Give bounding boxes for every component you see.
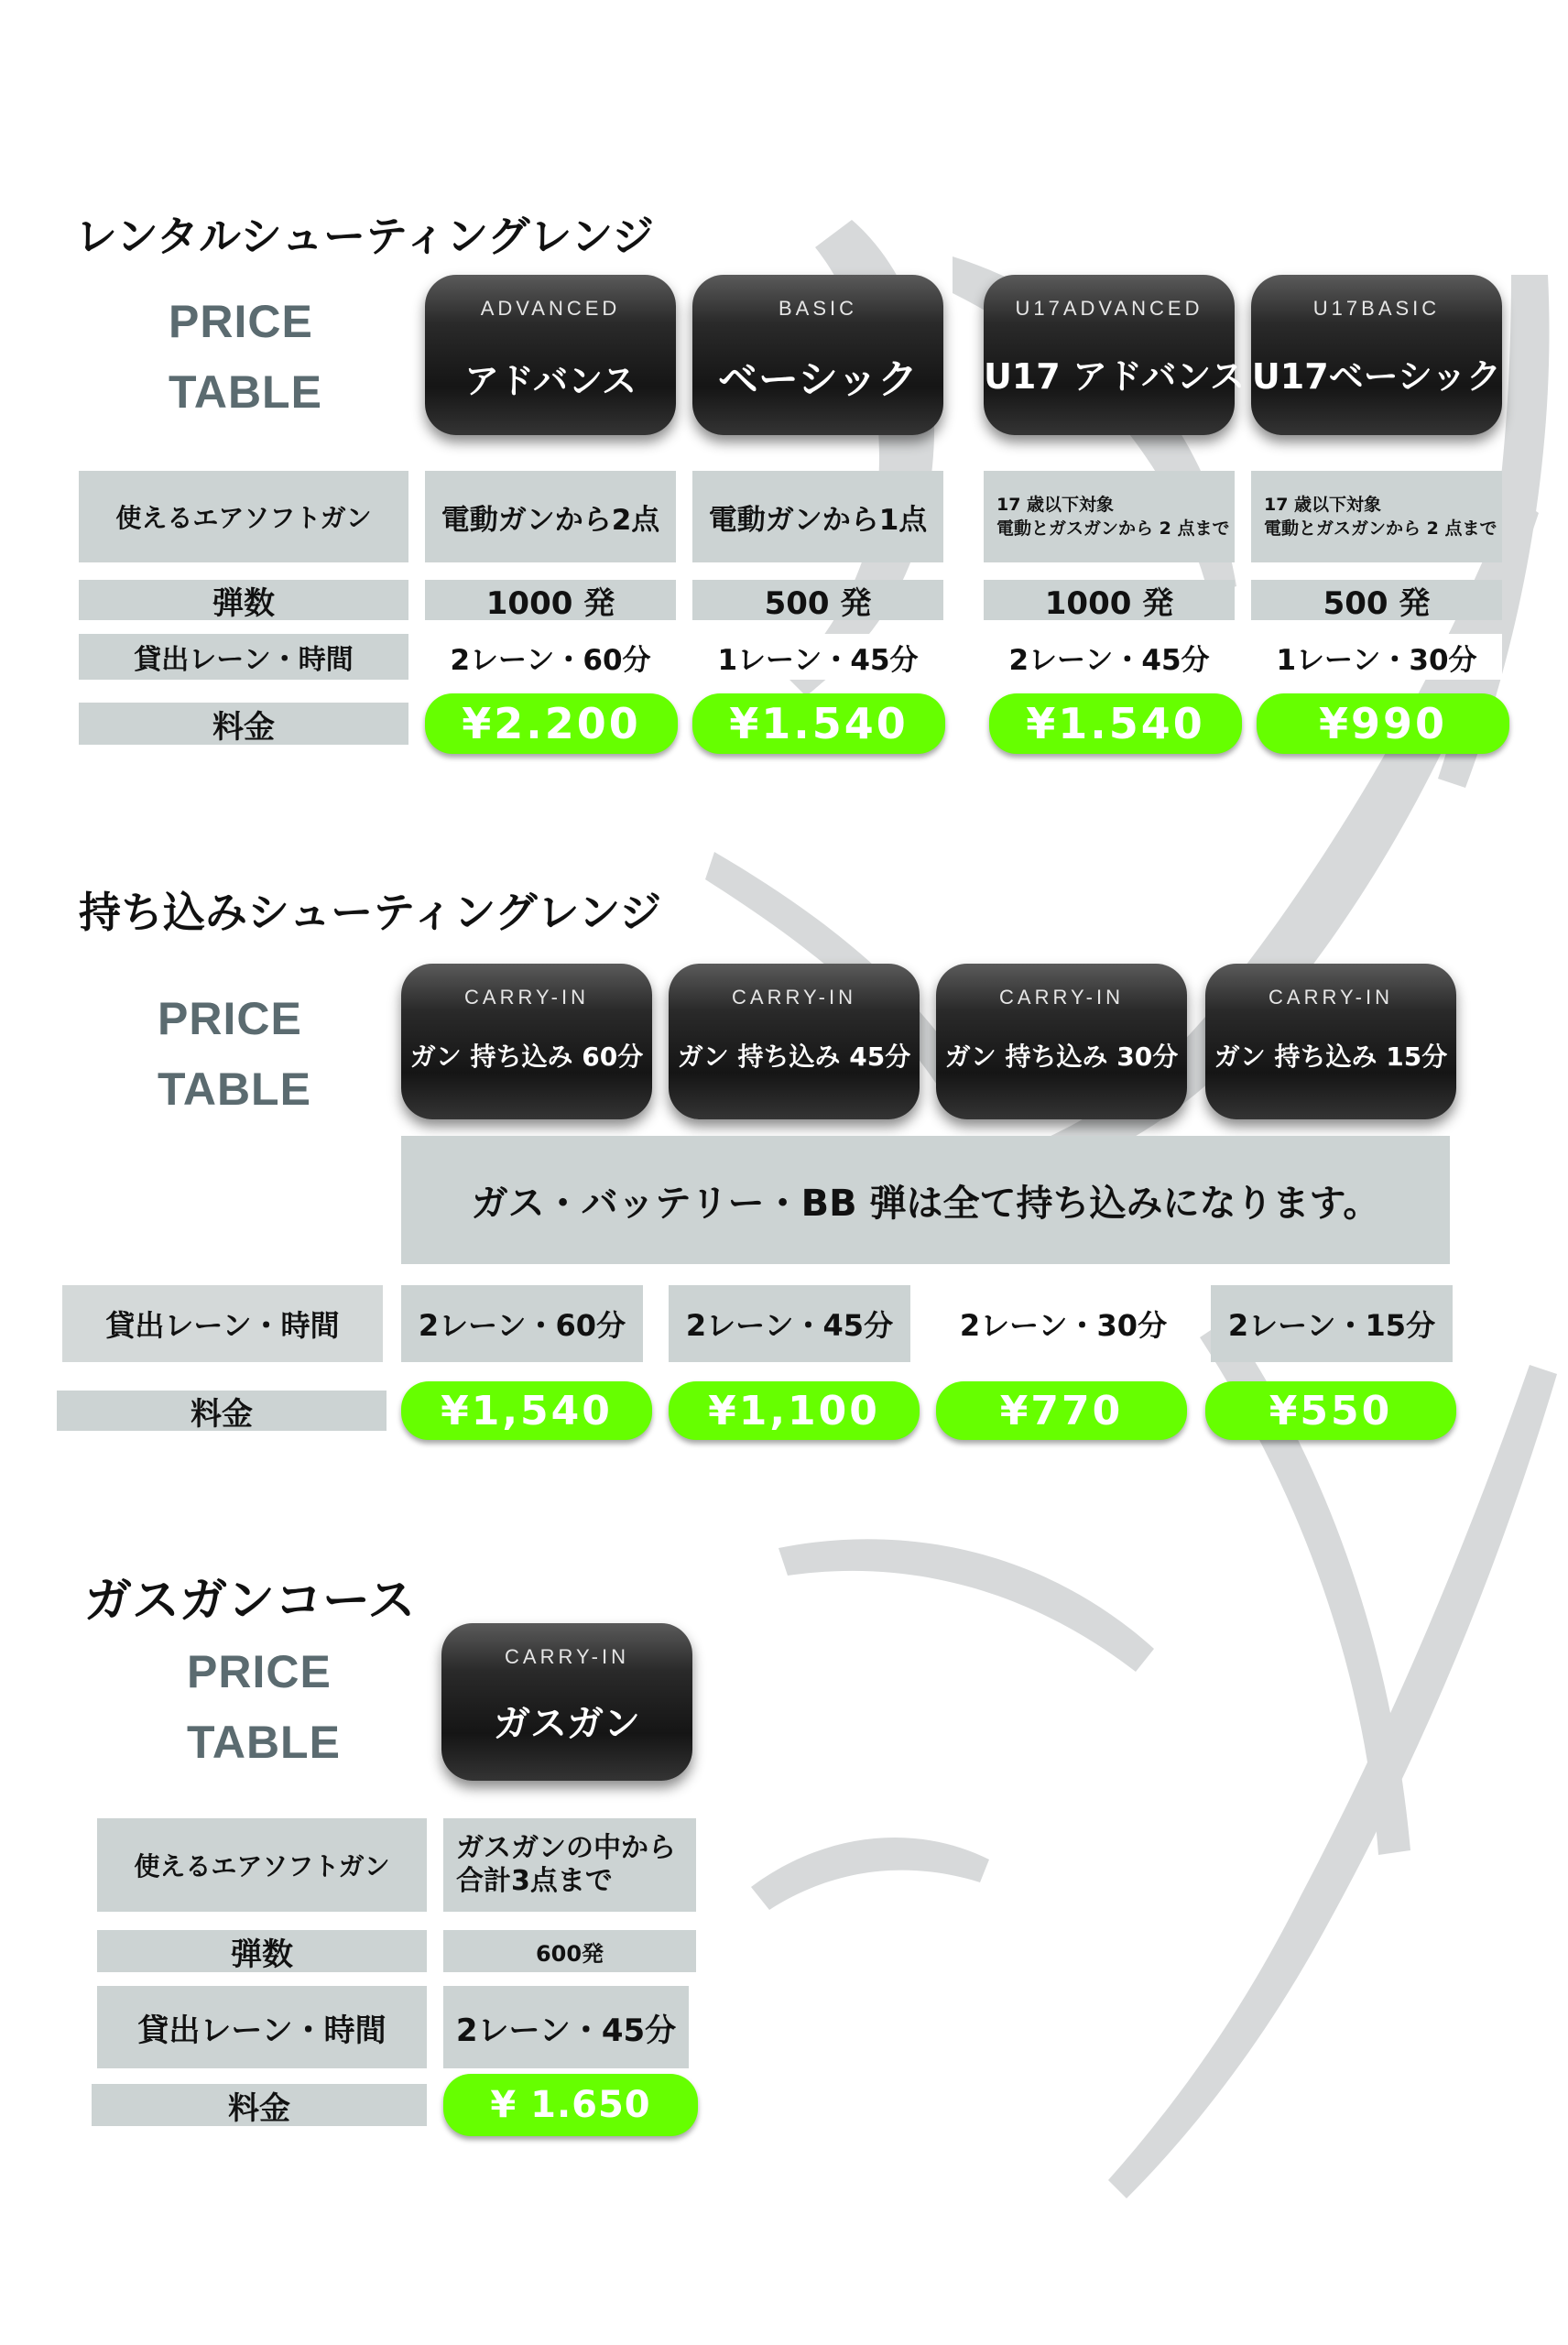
plan-card-en: CARRY-IN [999,986,1124,1009]
rental-guns-u17-basic [1251,471,1502,562]
guns-u17-line1: 17 歳以下対象 [996,495,1115,515]
gas-guns [443,1818,696,1912]
plan-card-en: CARRY-IN [1269,986,1393,1009]
rental-rounds-basic: 500 発 [692,580,943,620]
carry-in-price-label: PRICE [158,993,302,1044]
rental-guns-basic: 電動ガンから1点 [692,471,943,562]
rental-price-u17-basic: ¥990 [1257,693,1509,754]
plan-card-en: CARRY-IN [464,986,589,1009]
plan-card-carry-in-30 [936,964,1187,1119]
gas-row-label-lane: 貸出レーン・時間 [97,1986,427,2068]
plan-card-jp: ガン 持ち込み 15分 [1214,1042,1448,1072]
carry-in-price-15: ¥550 [1205,1381,1456,1440]
gas-row-label-rounds: 弾数 [97,1930,427,1972]
rental-rounds-u17-basic: 500 発 [1251,580,1502,620]
carry-in-lane-45: 2レーン・45分 [669,1285,910,1362]
plan-card-jp: ベーシック [717,356,919,403]
plan-card-jp: ガスガン [494,1703,640,1745]
plan-card-jp: ガン 持ち込み 60分 [409,1042,644,1072]
gas-guns-line1: ガスガンの中から [456,1832,676,1864]
rental-row-label-rounds: 弾数 [79,580,408,620]
rental-table-label: TABLE [169,366,322,418]
rental-guns-u17-advanced [984,471,1235,562]
carry-in-table-label: TABLE [158,1063,311,1115]
rental-price-advanced: ¥2.200 [425,693,678,754]
plan-card-en: ADVANCED [480,297,621,320]
guns-u17-line2: 電動とガスガンから 2 点まで [1264,518,1497,539]
gas-price-label: PRICE [187,1646,332,1697]
rental-lane-u17-basic: 1レーン・30分 [1251,634,1502,680]
plan-card-basic [692,275,943,435]
plan-card-jp: ガン 持ち込み 45分 [677,1042,911,1072]
gas-section-title: ガスガンコース [84,1574,416,1629]
plan-card-gas-gun [441,1623,692,1781]
rental-rounds-u17-advanced: 1000 発 [984,580,1235,620]
gas-row-label-fee: 料金 [92,2084,427,2126]
plan-card-en: CARRY-IN [505,1645,629,1668]
carry-in-row-label-lane: 貸出レーン・時間 [62,1285,383,1362]
plan-card-jp: アドバンス [463,361,637,401]
rental-section-title: レンタルシューティングレンジ [75,212,655,261]
gas-row-label-guns: 使えるエアソフトガン [97,1818,427,1912]
rental-row-label-guns: 使えるエアソフトガン [79,471,408,562]
plan-card-en: CARRY-IN [732,986,856,1009]
plan-card-en: U17ADVANCED [1015,297,1203,320]
carry-in-lane-60: 2レーン・60分 [401,1285,643,1362]
gas-rounds: 600発 [443,1930,696,1972]
carry-in-price-45: ¥1,100 [669,1381,920,1440]
plan-card-carry-in-15 [1205,964,1456,1119]
plan-card-carry-in-60 [401,964,652,1119]
plan-card-en: U17BASIC [1312,297,1441,320]
gas-guns-line2: 合計3点まで [456,1865,613,1897]
rental-lane-u17-advanced: 2レーン・45分 [984,634,1235,680]
rental-price-label: PRICE [169,296,313,347]
rental-lane-advanced: 2レーン・60分 [425,634,676,680]
rental-guns-advanced: 電動ガンから2点 [425,471,676,562]
plan-card-advanced [425,275,676,435]
carry-in-lane-30: 2レーン・30分 [936,1285,1191,1362]
plan-card-u17-basic [1251,275,1502,435]
rental-price-basic: ¥1.540 [692,693,945,754]
plan-card-u17-advanced [984,275,1246,435]
gas-table-label: TABLE [187,1717,341,1768]
guns-u17-line2: 電動とガスガンから 2 点まで [996,518,1230,539]
plan-card-jp: U17 アドバンス [984,356,1246,397]
carry-in-section-title: 持ち込みシューティングレンジ [79,888,662,937]
carry-in-price-60: ¥1,540 [401,1381,652,1440]
plan-card-jp: U17ベーシック [1251,356,1502,397]
plan-card-carry-in-45 [669,964,920,1119]
rental-row-label-lane: 貸出レーン・時間 [79,634,408,680]
rental-price-u17-advanced: ¥1.540 [989,693,1242,754]
rental-row-label-fee: 料金 [79,703,408,745]
rental-rounds-advanced: 1000 発 [425,580,676,620]
carry-in-note: ガス・バッテリー・BB 弾は全て持ち込みになります。 [401,1136,1450,1264]
gas-price: ¥ 1.650 [443,2074,698,2136]
carry-in-lane-15: 2レーン・15分 [1211,1285,1453,1362]
carry-in-price-30: ¥770 [936,1381,1187,1440]
rental-lane-basic: 1レーン・45分 [692,634,943,680]
plan-card-jp: ガン 持ち込み 30分 [944,1042,1179,1072]
plan-card-en: BASIC [778,297,858,320]
gas-lane: 2レーン・45分 [443,1986,689,2068]
carry-in-row-label-fee: 料金 [57,1391,387,1431]
guns-u17-line1: 17 歳以下対象 [1264,495,1382,515]
